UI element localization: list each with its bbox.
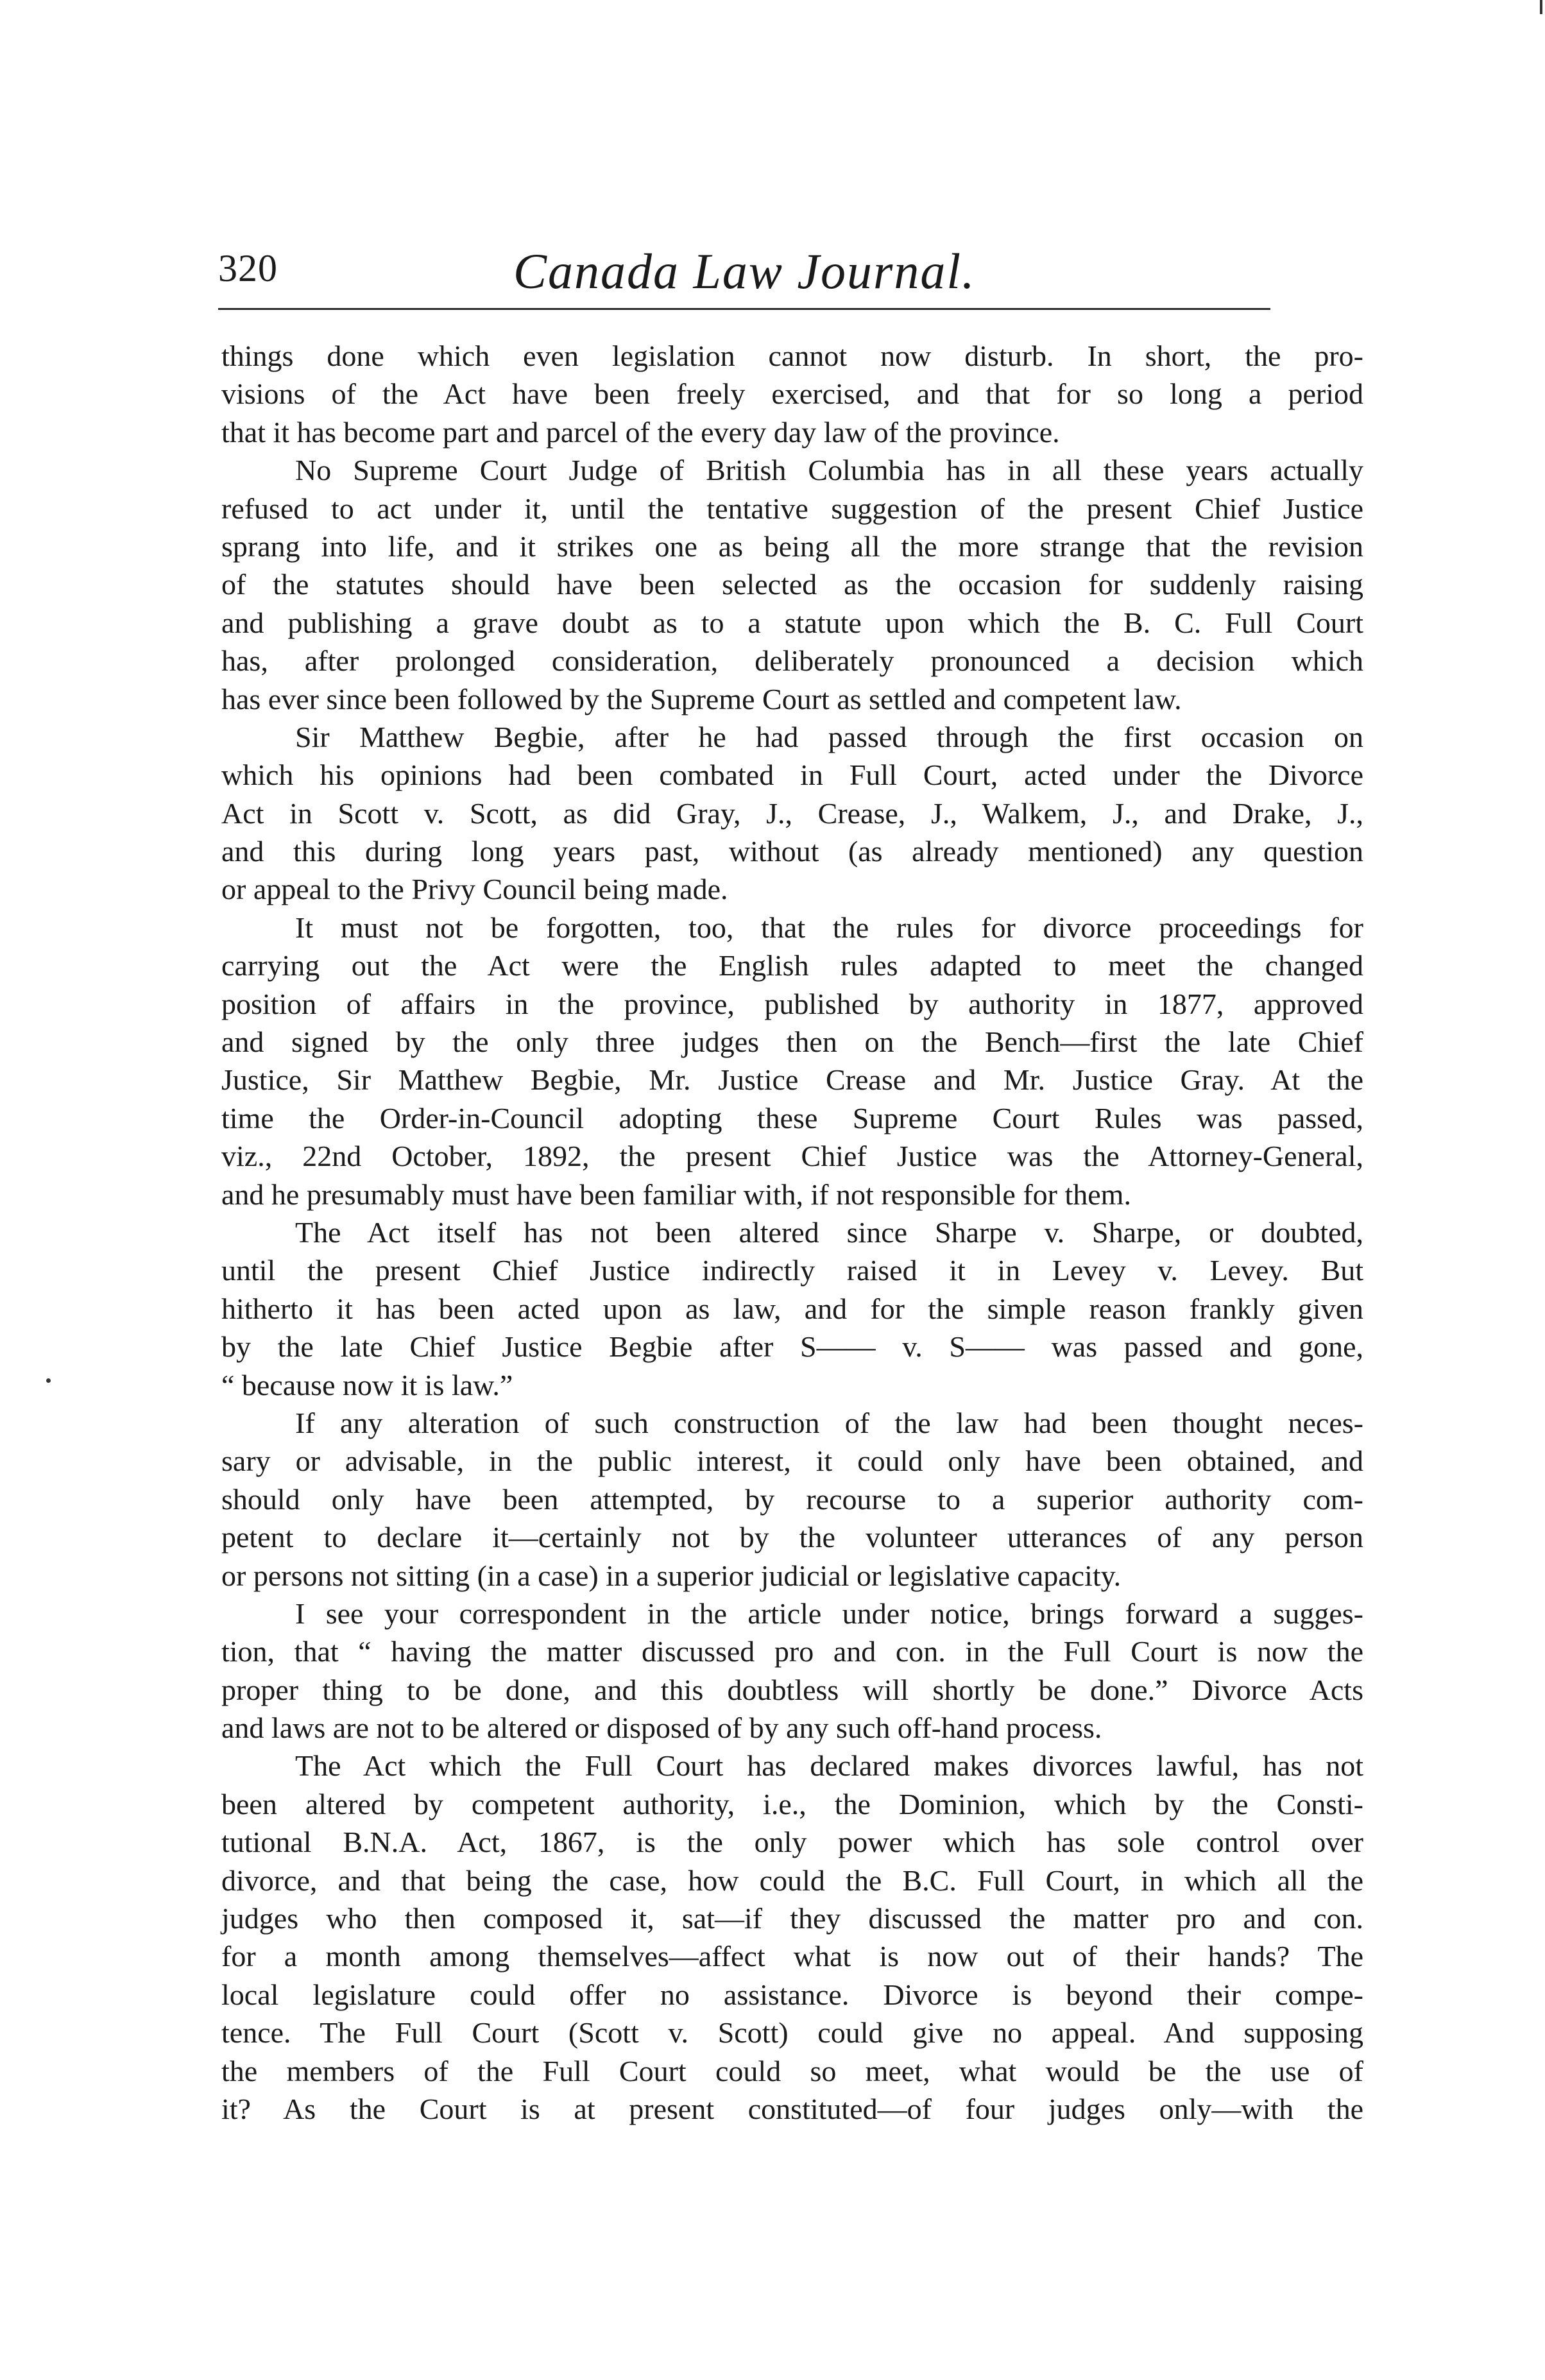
text-line: position of affairs in the province, published by authority in 1877, approved (221, 987, 1363, 1020)
text-line: The Act itself has not been altered since Sharpe v. Sharpe, or doubted, (295, 1215, 1363, 1249)
margin-speck (46, 1378, 51, 1383)
text-line: “ because now it is law.” (221, 1368, 513, 1401)
text-line: of the statutes should have been selected as the occasion for suddenly raising (221, 568, 1363, 601)
text-line: the members of the Full Court could so meet, what would be the use of (221, 2054, 1363, 2087)
text-line: petent to declare it—certainly not by the volunteer utterances of any person (221, 1521, 1363, 1554)
text-line: carrying out the Act were the English rules adapted to meet the changed (221, 949, 1363, 982)
text-line: tion, that “ having the matter discussed pro and con. in the Full Court is now the (221, 1635, 1363, 1668)
text-line: has, after prolonged consideration, deliberately pronounced a decision which (221, 644, 1363, 678)
text-line: tutional B.N.A. Act, 1867, is the only power which has sole control over (221, 1826, 1363, 1859)
text-line: it? As the Court is at present constituted—of four judges only—with the (221, 2092, 1363, 2125)
text-line: tence. The Full Court (Scott v. Scott) could give no appeal. And supposing (221, 2016, 1363, 2050)
text-line: sary or advisable, in the public interest, it could only have been obtained, and (221, 1444, 1363, 1478)
text-line: and this during long years past, without (as already mentioned) any question (221, 835, 1363, 868)
text-line: has ever since been followed by the Supreme Court as settled and competent law. (221, 682, 1182, 715)
text-line: refused to act under it, until the tentative suggestion of the present Chief Justice (221, 492, 1363, 525)
text-line: Act in Scott v. Scott, as did Gray, J., Crease, J., Walkem, J., and Drake, J., (221, 796, 1363, 830)
text-line: divorce, and that being the case, how could the B.C. Full Court, in which all the (221, 1863, 1363, 1897)
text-line: The Act which the Full Court has declared makes divorces lawful, has not (295, 1749, 1363, 1783)
text-line: hitherto it has been acted upon as law, and for the simple reason frankly given (221, 1292, 1363, 1325)
text-line: proper thing to be done, and this doubtless will shortly be done.” Divorce Acts (221, 1673, 1363, 1706)
text-line: I see your correspondent in the article under notice, brings forward a sugges- (295, 1597, 1363, 1630)
corner-mark (1540, 0, 1542, 14)
text-line: local legislature could offer no assistance. Divorce is beyond their compe- (221, 1978, 1363, 2011)
text-line: and signed by the only three judges then on the Bench—first the late Chief (221, 1025, 1363, 1059)
text-line: for a month among themselves—affect what is now out of their hands? The (221, 1940, 1363, 1973)
text-line: or appeal to the Privy Council being made. (221, 873, 728, 906)
text-line: or persons not sitting (in a case) in a superior judicial or legislative capacity. (221, 1559, 1122, 1592)
text-line: No Supreme Court Judge of British Columbia has in all these years actually (295, 454, 1363, 487)
text-line: Sir Matthew Begbie, after he had passed through the first occasion on (295, 720, 1363, 753)
text-line: until the present Chief Justice indirectly raised it in Levey v. Levey. But (221, 1254, 1363, 1287)
header-rule (218, 308, 1270, 310)
text-line: and he presumably must have been familiar with, if not responsible for them. (221, 1177, 1131, 1211)
page-number: 320 (218, 247, 278, 289)
text-line: and publishing a grave doubt as to a statute upon which the B. C. Full Court (221, 606, 1363, 639)
text-line: that it has become part and parcel of the every day law of the province. (221, 415, 1060, 449)
text-line: If any alteration of such construction of the law had been thought neces- (295, 1406, 1363, 1439)
text-line: It must not be forgotten, too, that the rules for divorce proceedings for (295, 911, 1363, 944)
text-line: by the late Chief Justice Begbie after S—— v. S—— was passed and gone, (221, 1330, 1363, 1364)
text-line: visions of the Act have been freely exercised, and that for so long a period (221, 377, 1363, 411)
text-line: things done which even legislation cannot now disturb. In short, the pro- (221, 339, 1363, 372)
text-line: should only have been attempted, by recourse to a superior authority com- (221, 1482, 1363, 1516)
running-title: Canada Law Journal. (513, 243, 976, 299)
article-body (221, 337, 1363, 2128)
text-line: viz., 22nd October, 1892, the present Chief Justice was the Attorney-General, (221, 1140, 1363, 1173)
text-line: and laws are not to be altered or disposed of by any such off-hand process. (221, 1711, 1102, 1745)
text-line: Justice, Sir Matthew Begbie, Mr. Justice Crease and Mr. Justice Gray. At the (221, 1063, 1363, 1097)
text-line: which his opinions had been combated in Full Court, acted under the Divorce (221, 758, 1363, 792)
text-line: sprang into life, and it strikes one as being all the more strange that the revision (221, 529, 1363, 563)
page-header (218, 243, 1296, 307)
text-line: time the Order-in-Council adopting these Supreme Court Rules was passed, (221, 1101, 1363, 1134)
text-line: been altered by competent authority, i.e., the Dominion, which by the Consti- (221, 1787, 1363, 1820)
text-line: judges who then composed it, sat—if they discussed the matter pro and con. (221, 1902, 1363, 1935)
